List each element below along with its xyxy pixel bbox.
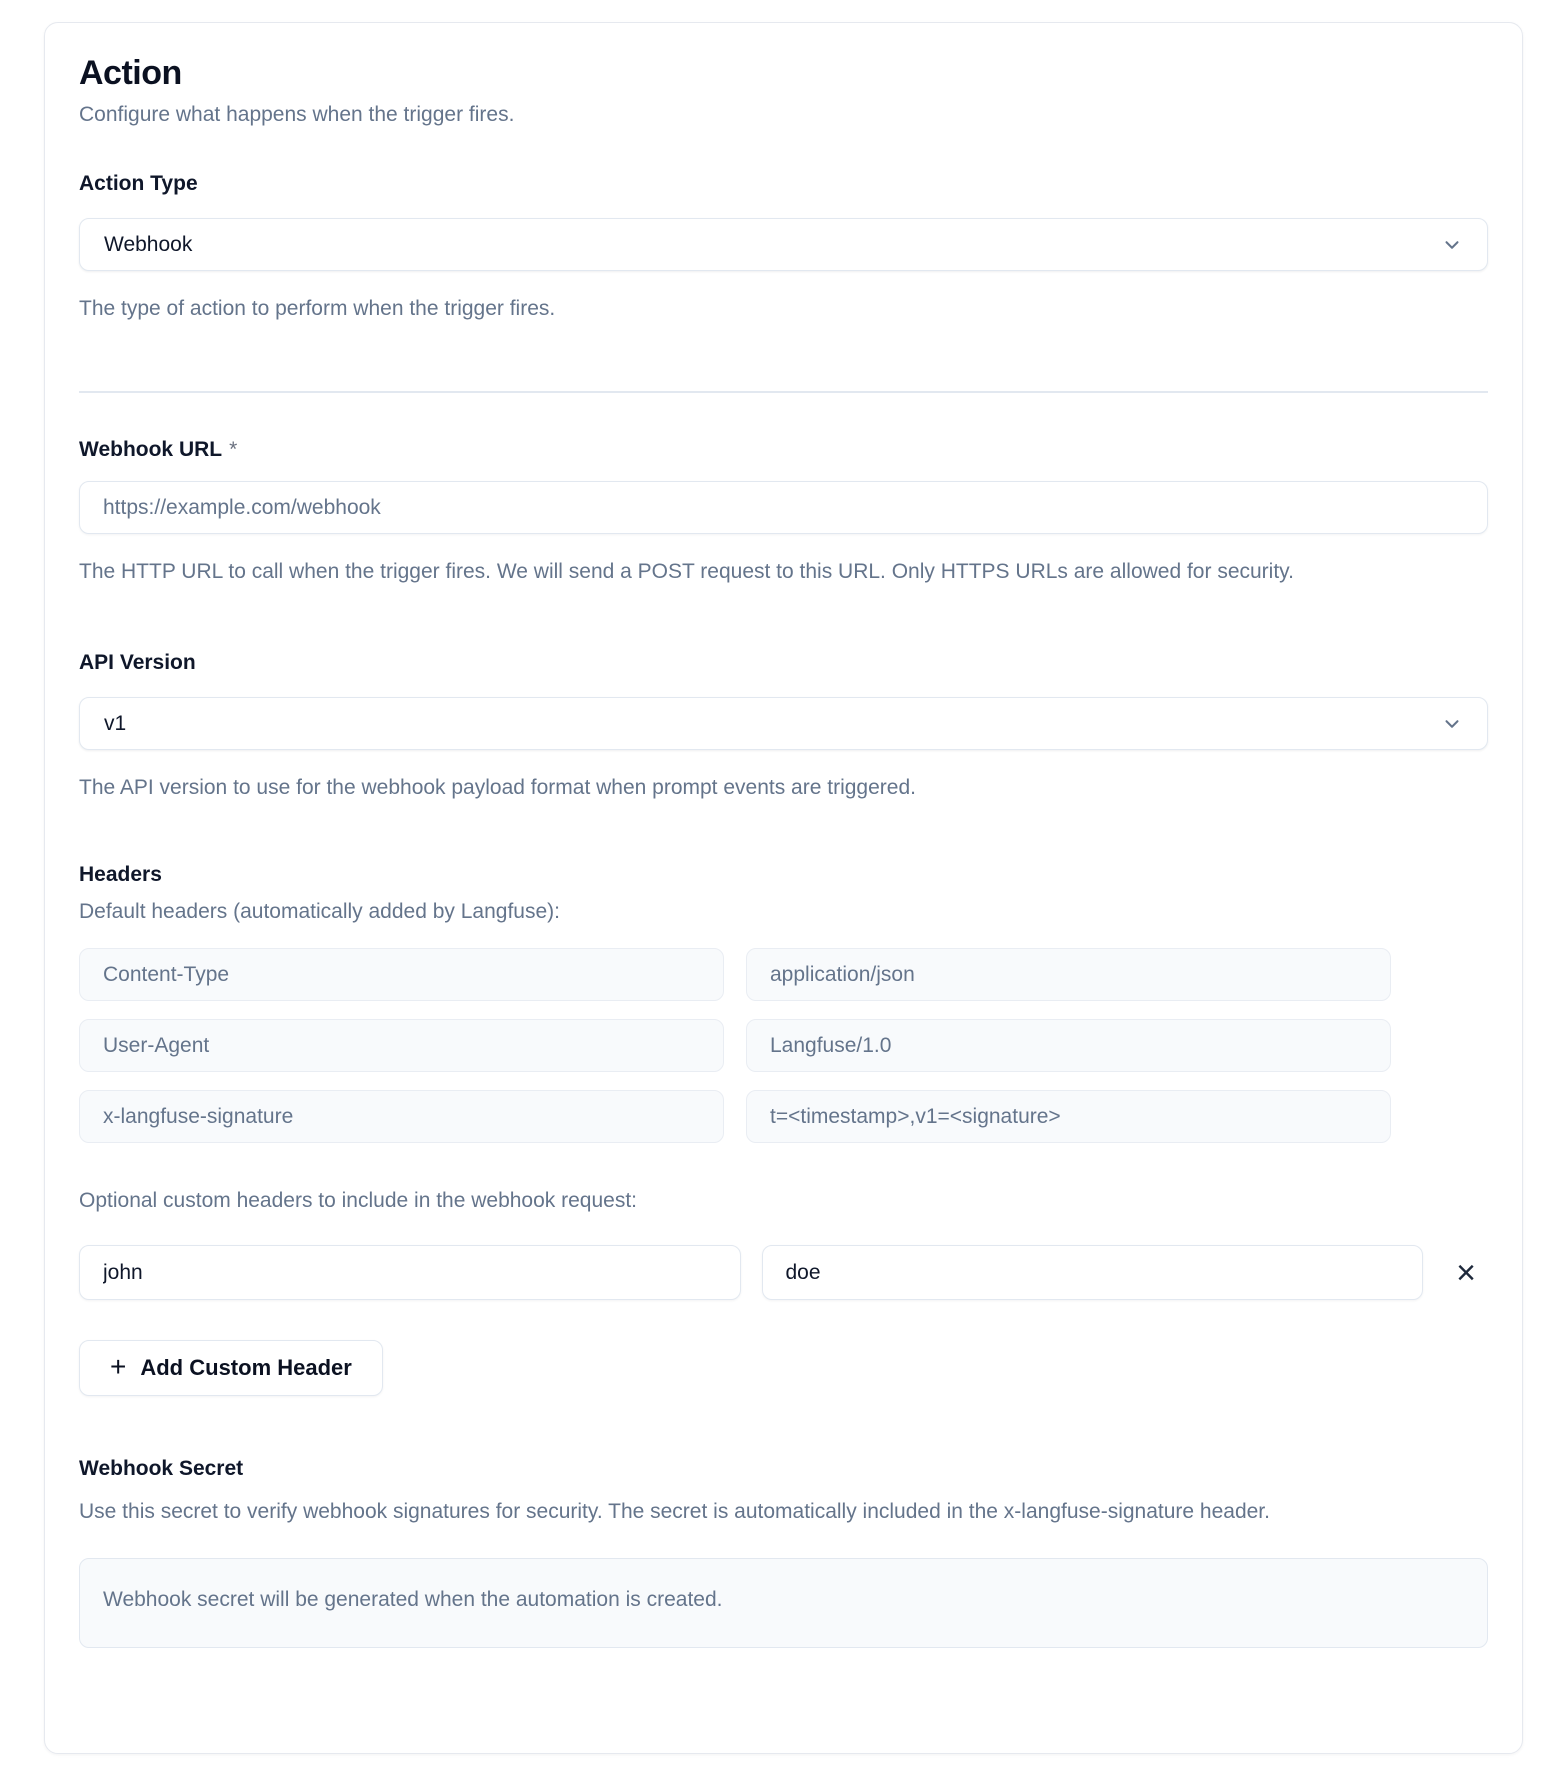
api-version-select[interactable] <box>79 697 1488 750</box>
action-type-label: Action Type <box>79 172 198 195</box>
default-header-row <box>79 1019 1391 1072</box>
action-type-help: The type of action to perform when the trigger fires. <box>79 297 556 320</box>
webhook-url-field <box>79 437 1488 590</box>
webhook-url-input[interactable] <box>79 481 1488 534</box>
webhook-secret-placeholder-box <box>79 1558 1488 1648</box>
default-header-key <box>79 1090 724 1143</box>
close-icon: × <box>1456 1253 1476 1292</box>
remove-header-button[interactable] <box>1444 1251 1488 1295</box>
webhook-secret-section <box>79 1456 1488 1648</box>
webhook-url-help: The HTTP URL to call when the trigger fires. We will send a POST request to this URL. Only HTTPS URLs are allowed for security. <box>79 560 1294 583</box>
custom-headers-caption: Optional custom headers to include in the webhook request: <box>79 1189 638 1212</box>
webhook-url-label: Webhook URL * <box>79 438 238 461</box>
default-header-row <box>79 948 1391 1001</box>
default-header-value <box>746 1019 1391 1072</box>
api-version-label: API Version <box>79 651 196 674</box>
action-type-value: Webhook <box>104 232 193 256</box>
api-version-field <box>79 650 1488 806</box>
default-headers-caption: Default headers (automatically added by Langfuse): <box>79 900 560 923</box>
add-custom-header-label: Add Custom Header <box>140 1355 352 1380</box>
headers-label: Headers <box>79 863 162 886</box>
custom-header-key-input[interactable] <box>79 1245 741 1300</box>
section-divider <box>79 391 1488 393</box>
plus-icon: + <box>110 1351 127 1382</box>
default-header-row <box>79 1090 1391 1143</box>
default-header-value <box>746 1090 1391 1143</box>
required-asterisk: * <box>229 438 238 461</box>
api-version-help: The API version to use for the webhook payload format when prompt events are triggered. <box>79 776 916 799</box>
webhook-secret-description: Use this secret to verify webhook signatures for security. The secret is automatically included in the x-langfuse-signature header. <box>79 1500 1270 1523</box>
headers-section <box>79 862 1488 1396</box>
default-header-key <box>79 948 724 1001</box>
api-version-value: v1 <box>104 711 127 735</box>
webhook-secret-label: Webhook Secret <box>79 1457 244 1480</box>
custom-header-value-input[interactable] <box>762 1245 1424 1300</box>
add-custom-header-button[interactable] <box>79 1340 383 1396</box>
page-subtitle: Configure what happens when the trigger fires. <box>79 103 515 126</box>
chevron-down-icon <box>1441 713 1463 735</box>
action-card <box>44 22 1523 1754</box>
webhook-secret-placeholder-text: Webhook secret will be generated when the automation is created. <box>103 1588 723 1611</box>
chevron-down-icon <box>1441 234 1463 256</box>
action-type-select[interactable] <box>79 218 1488 271</box>
action-type-field <box>79 171 1488 327</box>
default-header-key <box>79 1019 724 1072</box>
custom-header-row <box>79 1245 1488 1300</box>
default-header-value <box>746 948 1391 1001</box>
page-title: Action <box>79 54 182 92</box>
